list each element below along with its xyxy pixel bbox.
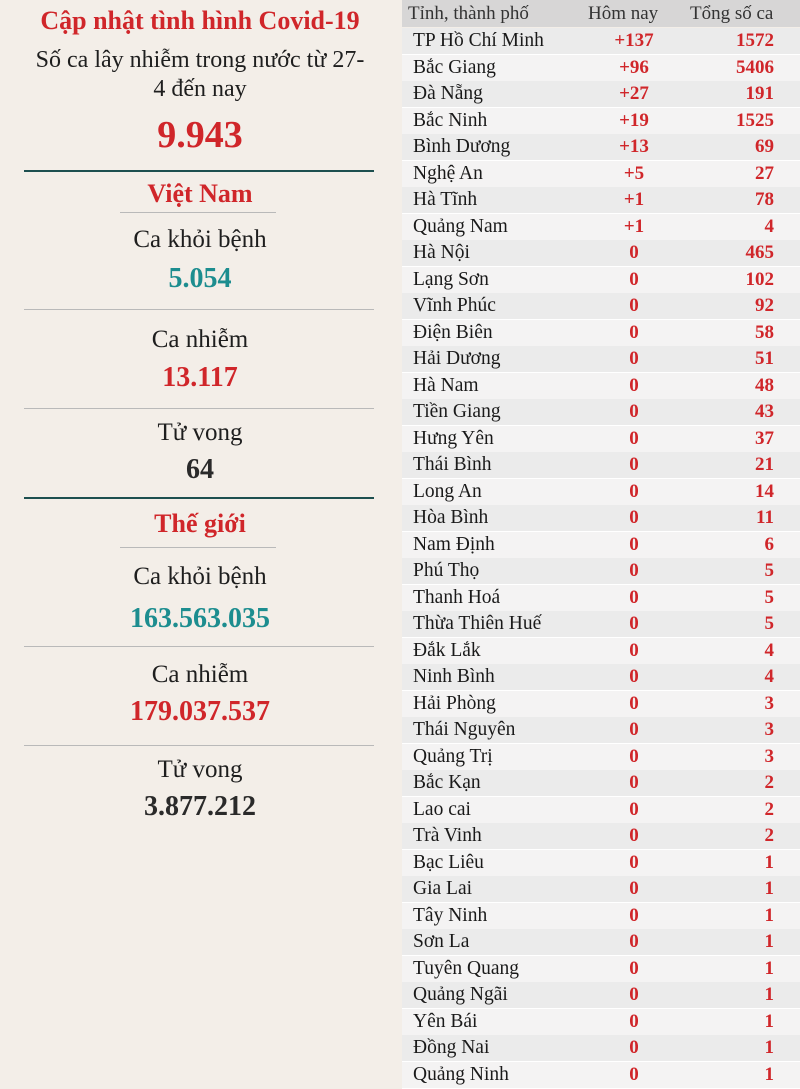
total-cases: 78 [755, 189, 774, 210]
table-row [402, 691, 800, 718]
province-table [402, 0, 800, 1088]
table-row [402, 585, 800, 612]
table-row [402, 823, 800, 850]
province-name: Lạng Sơn [413, 268, 489, 290]
table-row [402, 1062, 800, 1089]
province-name: Thừa Thiên Huế [413, 613, 542, 634]
total-cases: 27 [755, 162, 774, 184]
today-cases: 0 [629, 295, 639, 316]
vn-infected-label: Ca nhiễm [151, 326, 249, 353]
total-cases: 2 [764, 798, 774, 820]
province-name: Hải Dương [413, 348, 501, 369]
today-cases: 0 [629, 931, 639, 952]
province-name: Hải Phòng [413, 692, 496, 714]
today-cases: 0 [629, 984, 639, 1005]
table-row [402, 876, 800, 903]
divider [24, 408, 374, 409]
province-name: Bắc Ninh [413, 109, 488, 131]
table-row [402, 267, 800, 294]
total-cases: 1525 [736, 109, 774, 131]
vietnam-section-title: Việt Nam [147, 179, 253, 208]
table-row [402, 1009, 800, 1036]
table-row [402, 214, 800, 241]
total-cases: 4 [764, 666, 774, 687]
total-cases: 14 [755, 480, 774, 502]
province-name: Nghệ An [413, 162, 483, 184]
today-cases: 0 [629, 507, 639, 528]
table-row [402, 479, 800, 506]
province-name: Thanh Hoá [413, 586, 501, 608]
total-cases: 5 [764, 613, 774, 634]
province-name: Long An [413, 480, 482, 502]
vn-recovered-value: 5.054 [168, 263, 232, 294]
today-cases: +137 [614, 30, 654, 51]
table-header [402, 0, 800, 27]
divider [24, 745, 374, 746]
today-cases: 0 [629, 878, 639, 899]
vn-infected-value: 13.117 [162, 362, 238, 393]
province-name: Quảng Ngãi [413, 984, 508, 1005]
today-cases: 0 [629, 268, 639, 290]
total-cases: 1 [764, 957, 774, 979]
table-row [402, 320, 800, 347]
table-row [402, 770, 800, 797]
domestic-cases-caption: Số ca lây nhiễm trong nước từ 27-4 đến nay [35, 47, 365, 102]
table-row [402, 1035, 800, 1062]
page-title: Cập nhật tình hình Covid-19 [40, 6, 360, 35]
total-cases: 1 [764, 931, 774, 952]
province-name: Đắk Lắk [413, 639, 481, 661]
today-cases: 0 [629, 851, 639, 873]
total-cases: 1 [764, 851, 774, 873]
today-cases: +5 [623, 162, 645, 184]
province-name: Tây Ninh [413, 904, 488, 926]
today-cases: 0 [629, 692, 639, 714]
today-cases: 0 [629, 427, 639, 449]
province-name: Đồng Nai [413, 1037, 490, 1058]
table-row [402, 797, 800, 824]
total-cases: 58 [755, 321, 774, 343]
table-row [402, 850, 800, 877]
total-cases: 43 [755, 401, 774, 422]
province-name: Tiền Giang [413, 401, 501, 422]
province-name: Hà Nội [413, 242, 470, 263]
province-name: TP Hồ Chí Minh [413, 30, 544, 51]
total-cases: 1 [764, 1063, 774, 1085]
total-cases: 1 [764, 1010, 774, 1032]
total-cases: 69 [755, 136, 774, 157]
today-cases: 0 [629, 374, 639, 396]
province-name: Vĩnh Phúc [413, 295, 496, 316]
world-recovered-label: Ca khỏi bệnh [133, 563, 267, 590]
total-cases: 4 [764, 639, 774, 661]
vn-deaths-label: Tử vong [157, 419, 243, 446]
table-row [402, 161, 800, 188]
today-cases: 0 [629, 825, 639, 846]
province-name: Quảng Nam [413, 215, 508, 237]
today-cases: 0 [629, 560, 639, 581]
total-cases: 102 [745, 268, 774, 290]
province-name: Bắc Kạn [413, 772, 481, 793]
province-name: Quảng Ninh [413, 1063, 509, 1085]
today-cases: 0 [629, 639, 639, 661]
province-name: Hòa Bình [413, 507, 489, 528]
world-deaths-label: Tử vong [157, 756, 243, 783]
province-name: Bắc Giang [413, 56, 496, 78]
world-infected-value: 179.037.537 [130, 696, 270, 727]
province-name: Yên Bái [413, 1010, 478, 1032]
province-name: Điện Biên [413, 321, 493, 343]
total-cases: 21 [755, 454, 774, 475]
domestic-cases-value: 9.943 [157, 114, 243, 156]
table-row [402, 505, 800, 532]
divider [24, 170, 374, 172]
today-cases: 0 [629, 1010, 639, 1032]
total-cases: 1 [764, 1037, 774, 1058]
today-cases: +1 [623, 215, 645, 237]
table-row [402, 426, 800, 453]
table-row [402, 929, 800, 956]
total-cases: 1 [764, 878, 774, 899]
today-cases: 0 [629, 1063, 639, 1085]
total-cases: 1 [764, 984, 774, 1005]
world-recovered-value: 163.563.035 [130, 603, 270, 634]
table-row [402, 399, 800, 426]
province-name: Sơn La [413, 931, 470, 952]
table-row [402, 187, 800, 214]
total-cases: 4 [764, 215, 774, 237]
today-cases: 0 [629, 401, 639, 422]
world-infected-label: Ca nhiễm [151, 661, 249, 688]
table-row [402, 956, 800, 983]
divider [24, 646, 374, 647]
province-name: Hà Tĩnh [413, 189, 478, 210]
province-name: Trà Vinh [413, 825, 482, 846]
total-cases: 11 [756, 507, 774, 528]
today-cases: 0 [629, 348, 639, 369]
table-row [402, 744, 800, 771]
total-cases: 3 [764, 719, 774, 740]
total-cases: 48 [755, 374, 774, 396]
province-name: Thái Nguyên [413, 719, 516, 740]
today-cases: 0 [629, 533, 639, 555]
table-row [402, 717, 800, 744]
today-cases: 0 [629, 321, 639, 343]
today-cases: 0 [629, 242, 639, 263]
column-header-province: Tỉnh, thành phố [408, 3, 529, 24]
province-name: Lao cai [413, 798, 471, 820]
total-cases: 1572 [736, 30, 774, 51]
table-row [402, 28, 800, 55]
table-row [402, 903, 800, 930]
total-cases: 37 [755, 427, 774, 449]
table-row [402, 55, 800, 82]
today-cases: 0 [629, 586, 639, 608]
province-name: Thái Bình [413, 454, 492, 475]
total-cases: 465 [745, 242, 774, 263]
total-cases: 1 [764, 904, 774, 926]
column-header-total: Tổng số ca [690, 3, 774, 24]
today-cases: 0 [629, 719, 639, 740]
province-name: Bình Dương [413, 136, 511, 157]
today-cases: 0 [629, 904, 639, 926]
province-name: Bạc Liêu [413, 851, 484, 873]
summary-panel [0, 0, 400, 1088]
total-cases: 2 [764, 825, 774, 846]
province-name: Hà Nam [413, 374, 479, 396]
vn-deaths-value: 64 [186, 454, 214, 485]
today-cases: 0 [629, 480, 639, 502]
today-cases: +27 [619, 83, 649, 104]
province-name: Nam Định [413, 533, 495, 555]
total-cases: 3 [764, 692, 774, 714]
table-row [402, 558, 800, 585]
total-cases: 5406 [736, 56, 774, 78]
world-section-title: Thế giới [154, 509, 246, 538]
today-cases: 0 [629, 1037, 639, 1058]
divider [120, 212, 276, 213]
province-name: Hưng Yên [413, 427, 494, 449]
today-cases: 0 [629, 666, 639, 687]
world-deaths-value: 3.877.212 [144, 791, 256, 822]
total-cases: 3 [764, 745, 774, 767]
table-row [402, 108, 800, 135]
today-cases: +19 [619, 109, 649, 131]
table-row [402, 240, 800, 267]
total-cases: 51 [755, 348, 774, 369]
province-name: Đà Nẵng [413, 83, 483, 104]
province-name: Ninh Bình [413, 666, 495, 687]
today-cases: 0 [629, 613, 639, 634]
table-row [402, 638, 800, 665]
divider [24, 309, 374, 310]
today-cases: 0 [629, 957, 639, 979]
province-name: Quảng Trị [413, 745, 493, 767]
today-cases: 0 [629, 798, 639, 820]
divider [120, 547, 276, 548]
vn-recovered-label: Ca khỏi bệnh [133, 226, 267, 253]
today-cases: 0 [629, 454, 639, 475]
province-name: Gia Lai [413, 878, 473, 899]
today-cases: +96 [619, 56, 649, 78]
table-row [402, 293, 800, 320]
table-row [402, 373, 800, 400]
table-row [402, 452, 800, 479]
table-row [402, 611, 800, 638]
today-cases: 0 [629, 745, 639, 767]
table-row [402, 664, 800, 691]
total-cases: 191 [745, 83, 774, 104]
today-cases: 0 [629, 772, 639, 793]
total-cases: 6 [764, 533, 774, 555]
province-name: Phú Thọ [413, 560, 480, 581]
province-name: Tuyên Quang [413, 957, 519, 979]
divider [24, 497, 374, 499]
column-header-today: Hôm nay [588, 3, 659, 24]
today-cases: +13 [619, 136, 649, 157]
table-row [402, 81, 800, 108]
total-cases: 5 [764, 586, 774, 608]
table-row [402, 532, 800, 559]
table-row [402, 134, 800, 161]
table-row [402, 982, 800, 1009]
total-cases: 92 [755, 295, 774, 316]
table-row [402, 346, 800, 373]
total-cases: 2 [764, 772, 774, 793]
today-cases: +1 [623, 189, 645, 210]
total-cases: 5 [764, 560, 774, 581]
